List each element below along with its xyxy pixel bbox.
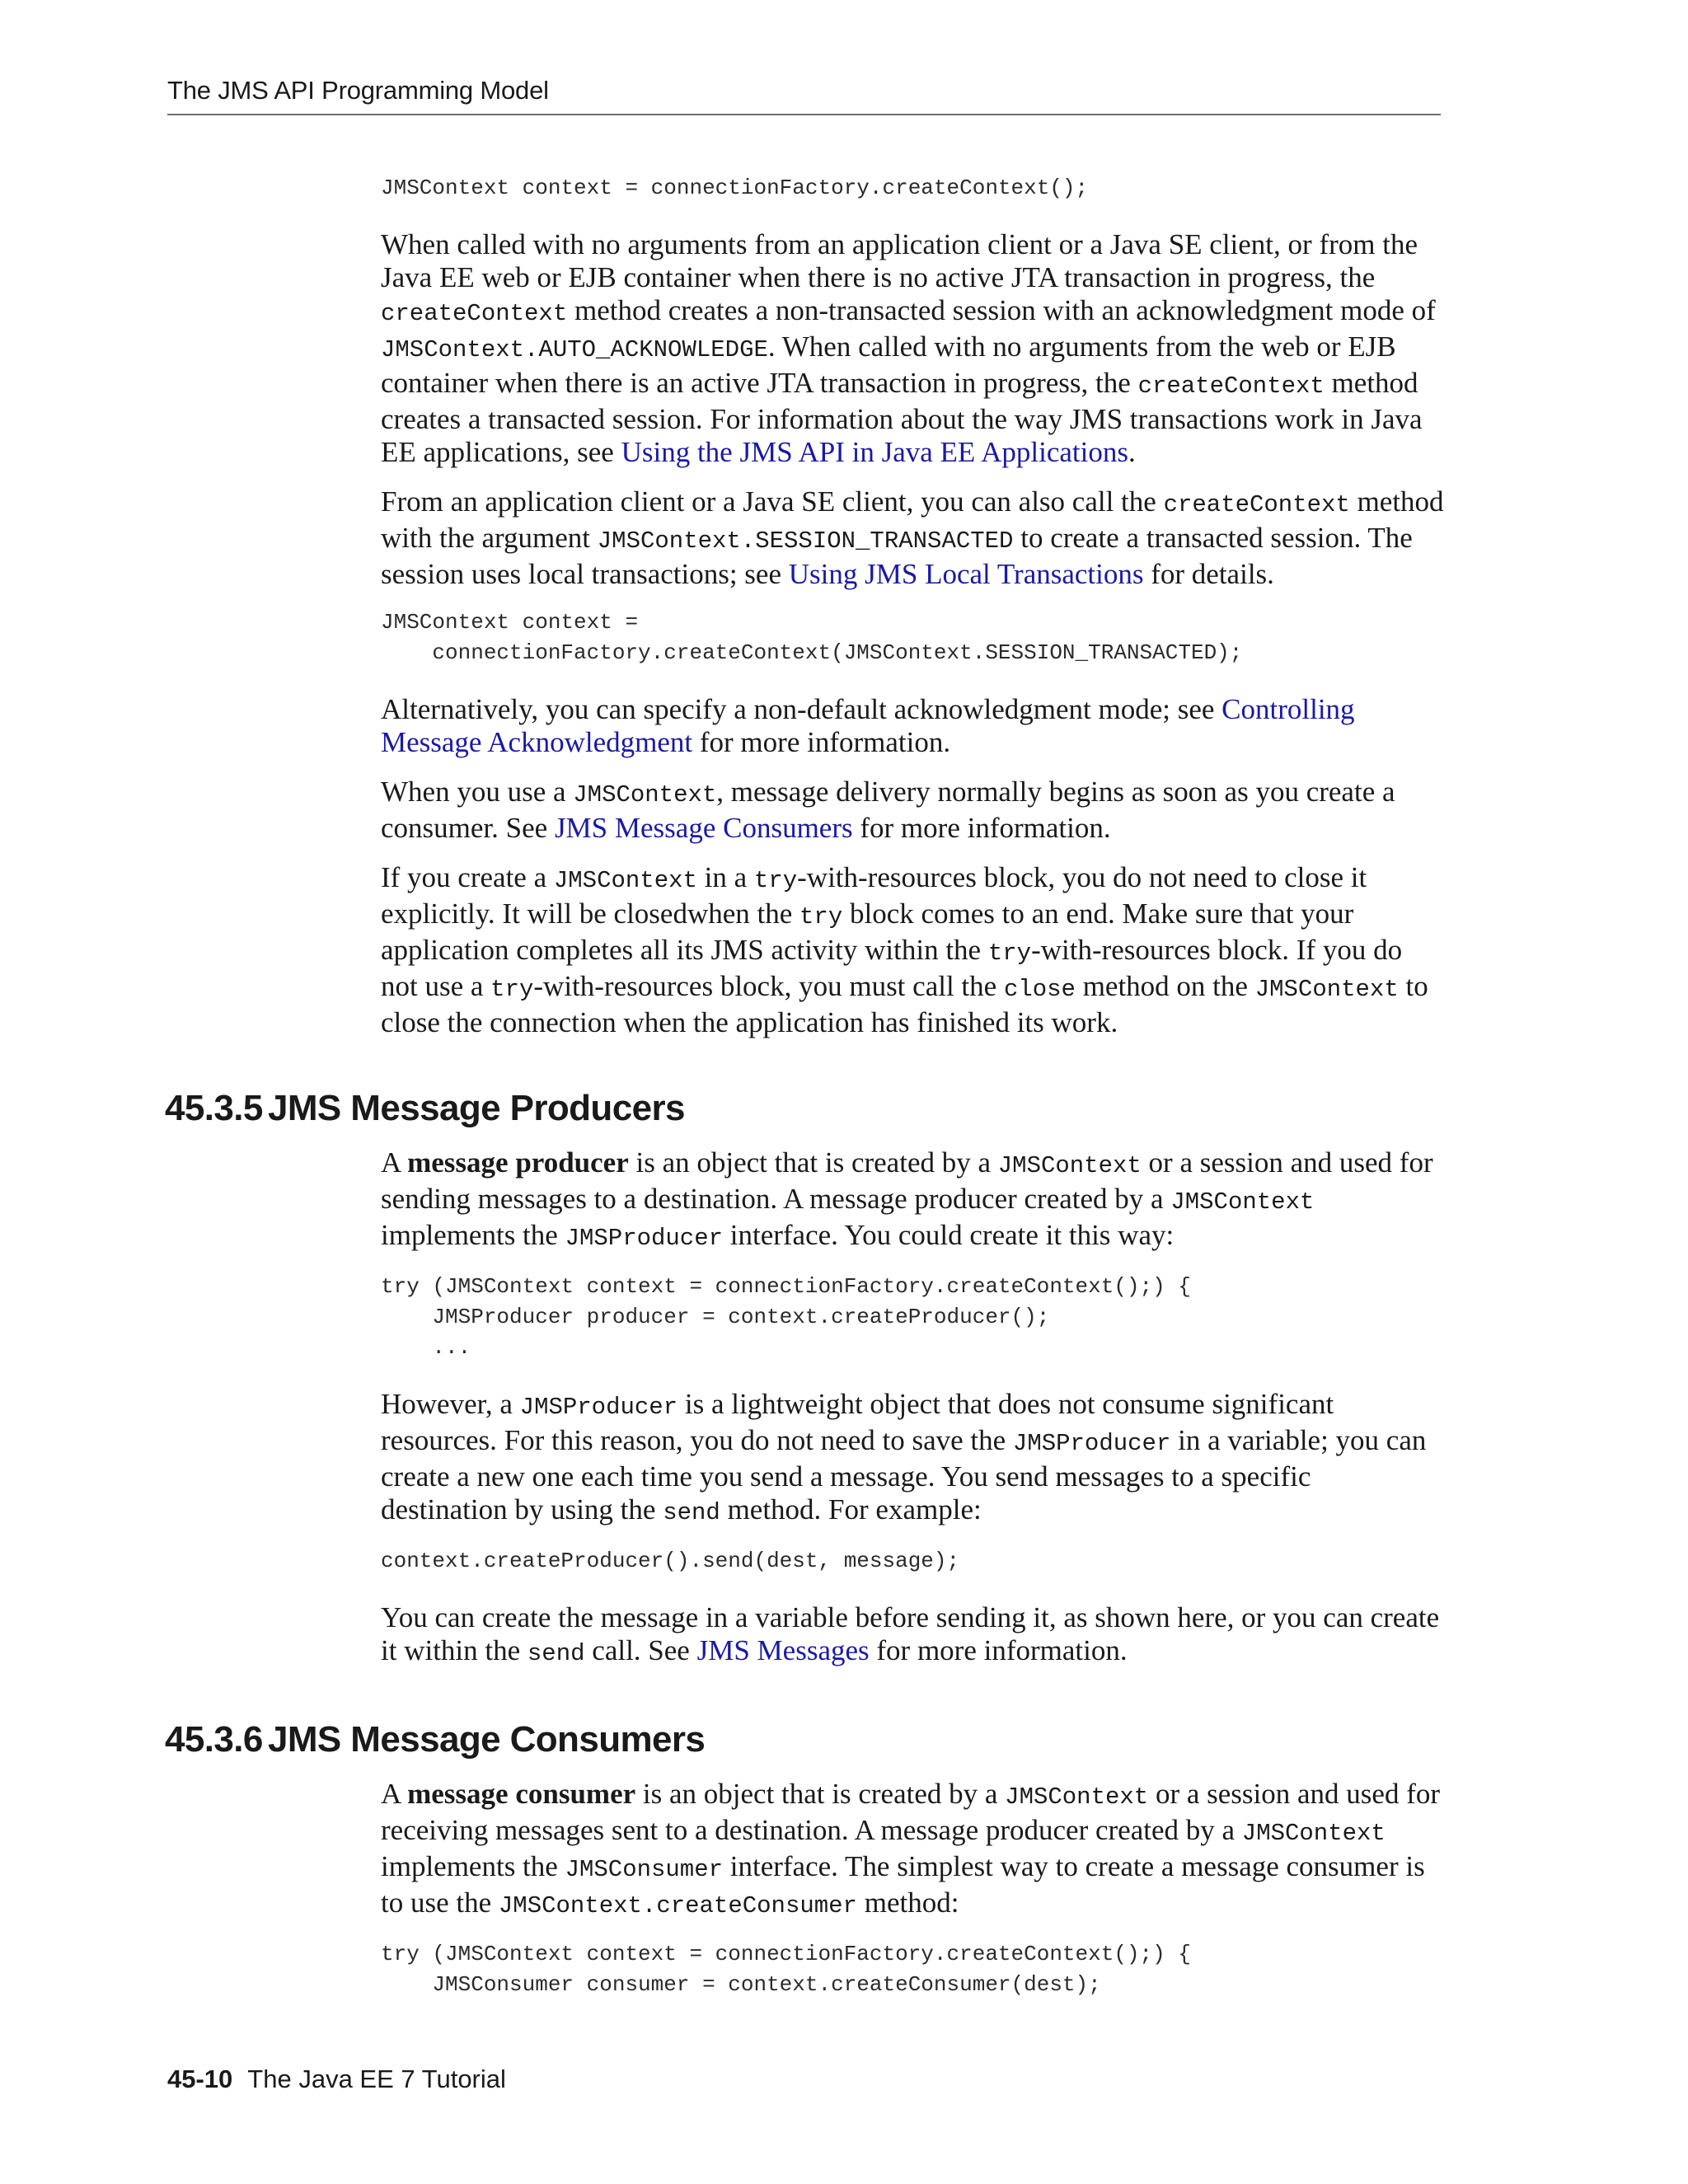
paragraph: You can create the message in a variable before sending it, as shown here, or you can create it within the send call. See JMS Messages for more information. — [381, 1601, 1440, 1667]
inline-code: JMSContext.createConsumer — [498, 1892, 857, 1919]
inline-code: close — [1003, 976, 1076, 1003]
inline-code: createContext — [381, 300, 568, 327]
section-number: 45.3.5 — [165, 1088, 263, 1128]
section-heading-producers — [165, 1089, 1444, 1128]
code-create-consumer: try (JMSContext context = connectionFactory.createContext();) { JMSConsumer consumer = context.createConsumer(dest); — [381, 1942, 1191, 1997]
inline-code: JMSContext.AUTO_ACKNOWLEDGE — [381, 336, 768, 363]
link-controlling-acknowledgment[interactable]: Controlling Message Acknowledgment — [381, 693, 1355, 758]
code-create-producer: try (JMSContext context = connectionFactory.createContext();) { JMSProducer producer = context.createProducer(); ... — [381, 1274, 1191, 1360]
paragraph: From an application client or a Java SE client, you can also call the createContext method with the argument JMSContext.SESSION_TRANSACTED to create a transacted session. The session uses local transactions; see Using JMS Local Transactions for details. — [381, 485, 1444, 590]
code-session-transacted: JMSContext context = connectionFactory.createContext(JMSContext.SESSION_TRANSACTED); — [381, 610, 1243, 665]
inline-code: try — [799, 903, 843, 930]
paragraph: If you create a JMSContext in a try-with-resources block, you do not need to close it explicitly. It will be closedwhen the try block comes to an end. Make sure that your application completes all its JMS activity within the try-with-resources block. If you do not use a try-with-resources block, you must call the close method on the JMSContext to close the connection when the application has finished its work. — [381, 861, 1428, 1038]
paragraph: A message consumer is an object that is created by a JMSContext or a session and used for receiving messages sent to a destination. A message producer created by a JMSContext implements the JMSConsumer interface. The simplest way to create a message consumer is to use the JMSContext.createConsumer method: — [381, 1778, 1441, 1919]
inline-code: createContext — [1137, 373, 1325, 400]
running-header-title: The JMS API Programming Model — [167, 76, 549, 105]
inline-code: JMSConsumer — [565, 1856, 724, 1883]
inline-code: send — [527, 1640, 585, 1667]
inline-code: JMSProducer — [1012, 1430, 1171, 1457]
section-title: JMS Message Producers — [268, 1088, 685, 1128]
inline-code: JMSContext — [1005, 1783, 1149, 1811]
paragraph: Alternatively, you can specify a non-default acknowledgment mode; see Controlling Message Acknowledgment for more information. — [381, 693, 1355, 758]
inline-code: try — [490, 976, 534, 1003]
section-heading-consumers — [165, 1720, 1444, 1760]
inline-code: JMSContext — [997, 1152, 1142, 1179]
inline-code: JMSProducer — [519, 1394, 678, 1421]
paragraph: When called with no arguments from an application client or a Java SE client, or from the Java EE web or EJB container when there is no active JTA transaction in progress, the createContext method creates a non-transacted session with an acknowledgment mode of JMSContext.AUTO_ACKNOWLEDGE. When called with no arguments from the web or EJB container when there is an active JTA transaction in progress, the createContext method creates a transacted session. For information about the way JMS transactions work in Java EE applications, see Using the JMS API in Java EE Applications. — [381, 228, 1436, 468]
running-header — [167, 76, 1441, 115]
link-using-jms-api-java-ee[interactable]: Using the JMS API in Java EE Applications — [621, 436, 1128, 468]
page-footer — [167, 2064, 506, 2094]
inline-code: try — [753, 867, 798, 894]
inline-code: JMSContext — [1254, 976, 1399, 1003]
inline-code: createContext — [1163, 491, 1350, 518]
link-message-consumers[interactable]: JMS Message Consumers — [554, 812, 853, 844]
section-number: 45.3.6 — [165, 1719, 263, 1760]
inline-code: try — [987, 940, 1032, 967]
inline-code: JMSContext.SESSION_TRANSACTED — [597, 527, 1014, 555]
book-title: The Java EE 7 Tutorial — [247, 2064, 506, 2093]
code-send-message: context.createProducer().send(dest, message); — [381, 1549, 960, 1573]
term-bold: message consumer — [407, 1778, 636, 1810]
link-local-transactions[interactable]: Using JMS Local Transactions — [788, 558, 1144, 590]
inline-code: JMSContext — [1170, 1188, 1315, 1216]
paragraph: However, a JMSProducer is a lightweight object that does not consume significant resources. For this reason, you do not need to save the JMSProducer in a variable; you can create a new one each time you send a message. You send messages to a specific destination by using the send method. For example: — [381, 1388, 1427, 1526]
code-create-context: JMSContext context = connectionFactory.createContext(); — [381, 176, 1089, 200]
inline-code: JMSProducer — [565, 1225, 724, 1252]
page-number: 45-10 — [167, 2064, 233, 2093]
link-jms-messages[interactable]: JMS Messages — [696, 1634, 870, 1666]
paragraph: When you use a JMSContext, message delivery normally begins as soon as you create a consumer. See JMS Message Consumers for more information. — [381, 776, 1395, 844]
inline-code: JMSContext — [553, 867, 697, 894]
inline-code: JMSContext — [573, 781, 717, 808]
page-content — [165, 173, 1444, 2025]
inline-code: send — [663, 1499, 720, 1526]
inline-code: JMSContext — [1241, 1820, 1386, 1847]
term-bold: message producer — [407, 1146, 629, 1179]
section-title: JMS Message Consumers — [268, 1719, 706, 1760]
paragraph: A message producer is an object that is created by a JMSContext or a session and used for sending messages to a destination. A message producer created by a JMSContext implements the JMSProducer interface. You could create it this way: — [381, 1146, 1433, 1252]
